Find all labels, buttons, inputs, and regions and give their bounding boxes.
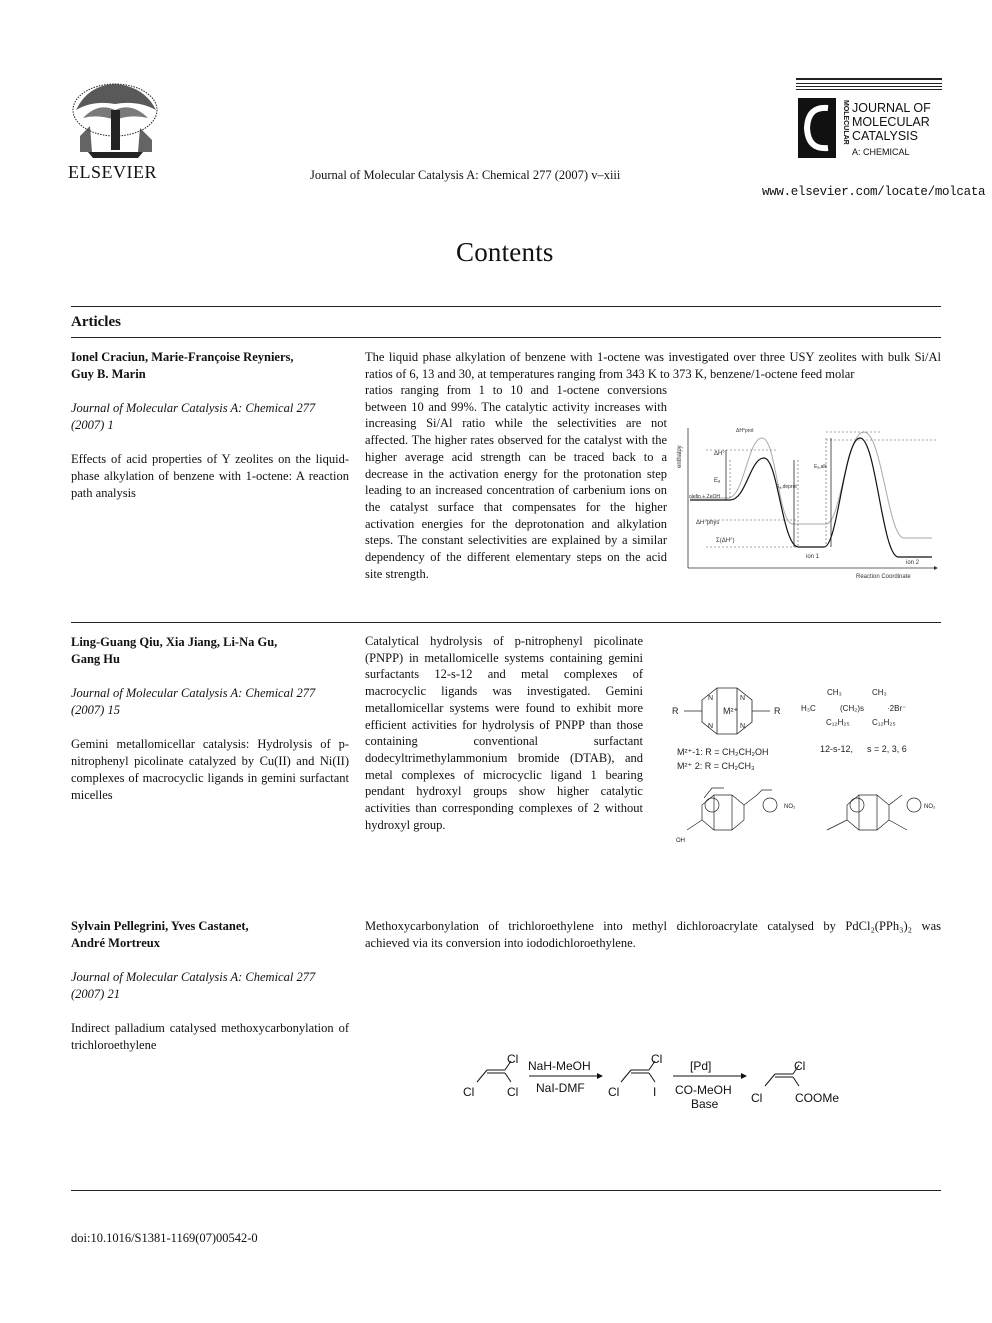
- cl-atom: Cl: [507, 1052, 519, 1066]
- svg-text:N: N: [708, 695, 714, 702]
- i-atom: I: [653, 1085, 657, 1099]
- article-abstract: Catalytical hydrolysis of p-nitrophenyl picolinate (PNPP) in metallomicelle systems containing gemini surfactants 12-s-12 and metal complexes of macrocyclic ligands was investigated. Gemini metallomicellar systems were found to exhibit more efficient activities for hydrolysis of PNPP than those containing conventional surfactant dodecyltrimethylammonium bromide (DTAB), and metal complexes of microcyclic ligand 1 bearing pendant hydroxyl groups show higher catalytic activities than corresponding complexes of 2 without hydroxyl group.: [365, 634, 643, 832]
- cl-atom: Cl: [794, 1059, 806, 1073]
- article-title[interactable]: Gemini metallomicellar catalysis: Hydrolysis of p-nitrophenyl picolinate catalyzed by Cu(II) and Ni(II) complexes of macrocyclic ligands in gemini surfactant micelles: [71, 737, 349, 802]
- reaction-scheme: [455, 1048, 855, 1114]
- r-left: R: [672, 706, 679, 716]
- citation-line: Journal of Molecular Catalysis A: Chemical 277: [71, 401, 316, 415]
- journal-logo-line: JOURNAL OF: [852, 101, 931, 115]
- journal-logo-subtitle: A: CHEMICAL: [852, 147, 910, 157]
- citation-line: (2007) 21: [71, 987, 120, 1001]
- journal-logo-line: MOLECULAR: [852, 115, 930, 129]
- cl-atom: Cl: [463, 1085, 475, 1099]
- h3c-label: H₃C: [801, 704, 816, 713]
- journal-logo-side: MOLECULAR: [842, 100, 849, 145]
- elsevier-tree-icon: [68, 80, 163, 160]
- article-1-left: [71, 349, 349, 502]
- label-ion1: ion 1: [806, 554, 820, 560]
- bottom-rule: [71, 1190, 941, 1191]
- x-axis-label: Reaction Coordinate: [856, 574, 911, 580]
- cl-atom: Cl: [651, 1052, 663, 1066]
- publisher-name: ELSEVIER: [68, 162, 157, 182]
- article-3-left: [71, 918, 349, 1054]
- label-dh1: ΔH°: [714, 451, 725, 457]
- authors-line: André Mortreux: [71, 936, 160, 950]
- authors-line: Ling-Guang Qiu, Xia Jiang, Li-Na Gu,: [71, 635, 278, 649]
- abstract-line: Methoxycarbonylation of trichloroethylene into methyl dichloroacrylate catalysed by PdCl₂(PPh₃)₂ was: [365, 919, 941, 933]
- complex-2-label: M²⁺ 2: R = CH₂CH₃: [677, 761, 755, 771]
- authors-line: Gang Hu: [71, 652, 120, 666]
- authors-line: Ionel Craciun, Marie-Françoise Reyniers,: [71, 350, 294, 364]
- authors-line: Sylvain Pellegrini, Yves Castanet,: [71, 919, 249, 933]
- label-eact1: Eₐ: [714, 478, 721, 484]
- s-values: s = 2, 3, 6: [867, 744, 907, 754]
- cl-atom: Cl: [751, 1091, 763, 1105]
- r-right: R: [774, 706, 781, 716]
- citation-line: (2007) 1: [71, 418, 114, 432]
- label-eact3: Eₐ,alk: [814, 464, 827, 470]
- step2-catalyst: [Pd]: [690, 1059, 712, 1073]
- citation-line: Journal of Molecular Catalysis A: Chemical 277: [71, 686, 316, 700]
- cl-atom: Cl: [507, 1085, 519, 1099]
- article-title[interactable]: Indirect palladium catalysed methoxycarbonylation of trichloroethylene: [71, 1021, 349, 1052]
- elsevier-logo: [68, 80, 163, 184]
- article-title[interactable]: Effects of acid properties of Y zeolites on the liquid-phase alkylation of benzene with 1-octene: A reaction path analysis: [71, 452, 349, 500]
- label-dhprot: ΔH°prot: [736, 428, 754, 434]
- citation-line: Journal of Molecular Catalysis A: Chemical 277: [71, 970, 316, 984]
- cl-atom: Cl: [608, 1085, 620, 1099]
- reaction-coordinate-figure: [676, 420, 942, 582]
- journal-url[interactable]: www.elsevier.com/locate/molcata: [762, 185, 986, 199]
- top-rule: [71, 306, 941, 307]
- article-abstract: The liquid phase alkylation of benzene with 1-octene was investigated over three USY zeolites with bulk Si/Al ratios of 6, 13 and 30, at temperatures ranging from 343 K to 373 K, benzene/1-octene feed molar: [365, 350, 941, 381]
- gemini-label: 12-s-12,: [820, 744, 854, 754]
- journal-logo: [796, 78, 942, 182]
- step2-reagent: CO-MeOH: [675, 1083, 732, 1097]
- ch3-top-left: CH₃: [827, 688, 842, 697]
- nitro-group-2: NO₂: [924, 804, 936, 810]
- journal-c-icon: [798, 98, 836, 158]
- svg-text:N: N: [740, 695, 746, 702]
- doi[interactable]: doi:10.1016/S1381-1169(07)00542-0: [71, 1231, 258, 1245]
- label-ion2: ion 2: [906, 560, 920, 566]
- article-2-left: [71, 634, 349, 804]
- article-citation[interactable]: [71, 969, 349, 1003]
- hydroxyl-group: OH: [676, 838, 685, 844]
- article-authors: [71, 918, 349, 952]
- ester-group: COOMe: [795, 1091, 840, 1105]
- article-authors: [71, 349, 349, 383]
- article-authors: [71, 634, 349, 668]
- chain-left: C₁₂H₂₅: [826, 718, 850, 727]
- chain-right: C₁₂H₂₅: [872, 718, 896, 727]
- label-reactant: olefin + ZeOH: [689, 494, 720, 500]
- article-citation[interactable]: [71, 685, 349, 719]
- ch3-top-right: CH₃: [872, 688, 887, 697]
- svg-text:N: N: [708, 723, 714, 730]
- step1-reagent-top: NaH-MeOH: [528, 1059, 591, 1073]
- svg-text:N: N: [740, 723, 746, 730]
- journal-logo-line: CATALYSIS: [852, 129, 918, 143]
- journal-reference: Journal of Molecular Catalysis A: Chemical 277 (2007) v–xiii: [310, 168, 621, 182]
- article-abstract-wrap: ratios ranging from 1 to 10 and 1-octene conversions between 10 and 99%. The catalytic activity increases with increasing Si/Al ratio while the selectivities are not affected. The higher rates observed for the catalyst with the higher average acid strength can be traced back to a decrease in the activation energy for the protonation step leading to an increased concentration of carbenium ions on the catalyst surface that compensates for the higher activation energies for the deprotonation and alkylation steps. The constant selectivities are explained by a similar dependency of the different elementary steps on the acid site strength.: [365, 383, 667, 581]
- section-heading: Articles: [71, 314, 121, 330]
- spacer-label: (CH₂)s: [840, 704, 864, 713]
- article-separator: [71, 622, 941, 623]
- y-axis-label: enthalpy: [677, 445, 683, 468]
- complex-1-label: M²⁺-1: R = CH₂CH₂OH: [677, 747, 769, 757]
- page-title: Contents: [456, 237, 554, 267]
- step1-reagent-bottom: NaI-DMF: [536, 1081, 585, 1095]
- label-dhphys: ΔH°phys: [696, 520, 720, 526]
- authors-line: Guy B. Marin: [71, 367, 146, 381]
- citation-line: (2007) 15: [71, 703, 120, 717]
- nitro-group-1: NO₂: [784, 804, 796, 810]
- metal-center: M²⁺: [723, 706, 739, 716]
- article-citation[interactable]: [71, 400, 349, 434]
- section-rule: [71, 337, 941, 338]
- label-sum: Σ(ΔH°): [716, 538, 735, 544]
- label-eact2: Eₐ,deprot: [776, 484, 797, 490]
- article-abstract: [365, 918, 941, 951]
- counter-ion: ·2Br⁻: [887, 704, 907, 713]
- step2-base: Base: [691, 1097, 719, 1111]
- macrocycle-figure: [662, 680, 942, 852]
- abstract-line: achieved via its conversion into iododichloroethylene.: [365, 935, 636, 950]
